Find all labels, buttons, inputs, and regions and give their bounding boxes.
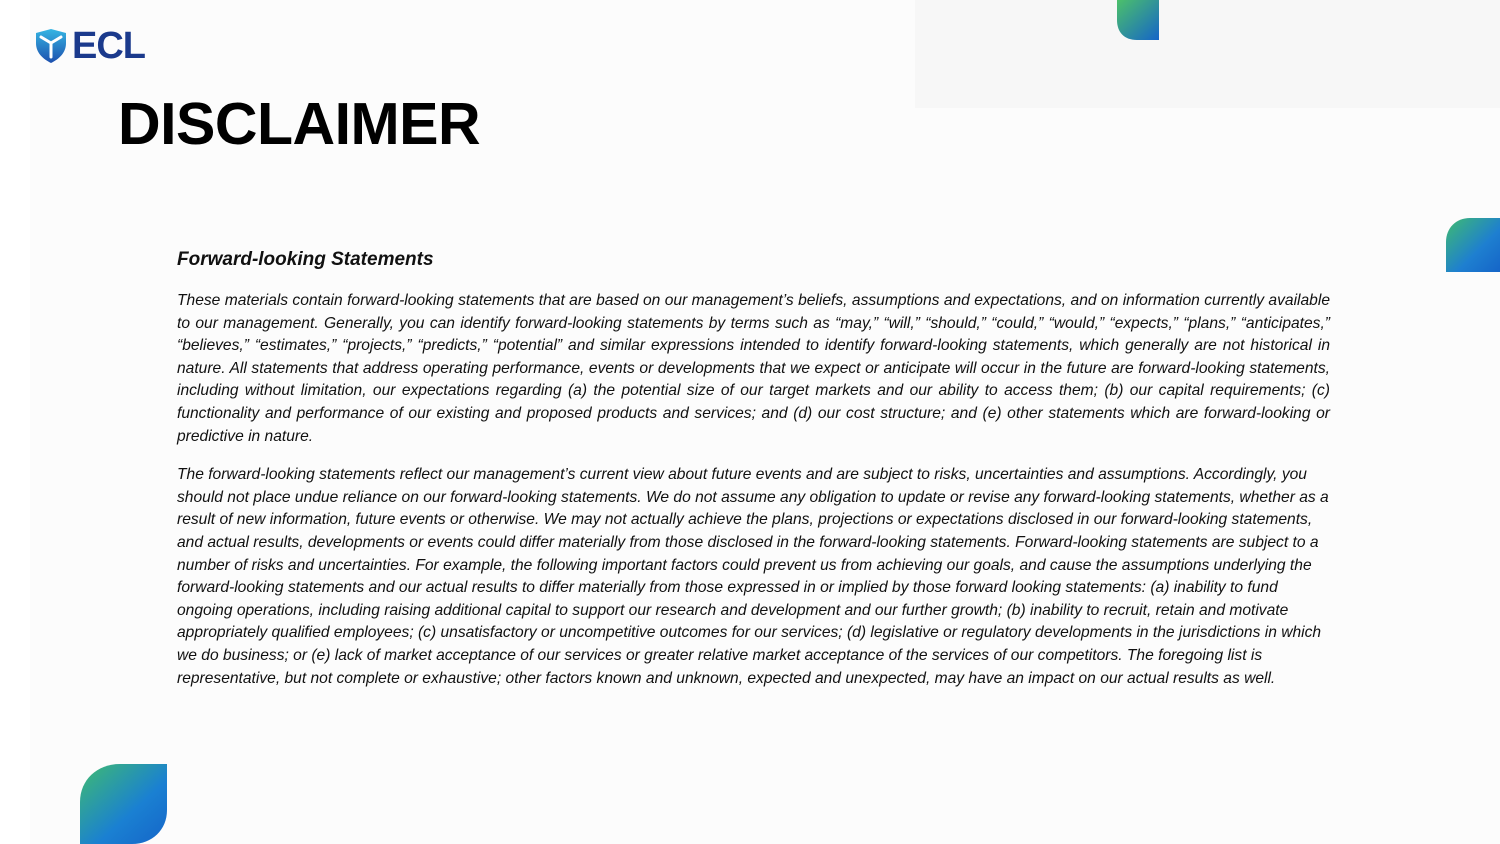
left-margin-band bbox=[0, 0, 30, 844]
section-heading: Forward-looking Statements bbox=[177, 249, 434, 270]
disclaimer-body bbox=[177, 247, 1330, 706]
corner-leaf-decoration-top bbox=[1117, 0, 1159, 40]
paragraph-1: These materials contain forward-looking statements that are based on our management’s beliefs, assumptions and expectations, and on information currently available to our management. Generally, you can identify forward-looking statements by terms such as “may,” “will,” “should,” “could,” “would,” “expects,” “plans,” “anticipates,” “believes,” “estimates,” “projects,” “predicts,” “potential” and similar expressions intended to identify forward-looking statements, which generally are not historical in nature. All statements that address operating performance, events or developments that we expect or anticipate will occur in the future are forward-looking statements, including without limitation, our expectations regarding (a) the potential size of our target markets and our ability to access them; (b) our capital requirements; (c) functionality and performance of our existing and proposed products and services; and (d) our cost structure; and (e) other statements which are forward-looking or predictive in nature. bbox=[177, 292, 1330, 445]
top-right-band bbox=[915, 0, 1500, 108]
corner-leaf-decoration-bottom bbox=[80, 764, 167, 844]
company-logo bbox=[33, 27, 145, 65]
corner-leaf-decoration-right bbox=[1446, 218, 1500, 272]
logo-text: ECL bbox=[72, 25, 145, 67]
page-title: DISCLAIMER bbox=[118, 91, 481, 157]
shield-icon bbox=[33, 28, 69, 64]
paragraph-2: The forward-looking statements reflect our management’s current view about future events and are subject to risks, uncertainties and assumptions. Accordingly, you should not place undue reliance on our forward-looking statements. We do not assume any obligation to update or revise any forward-looking statements, whether as a result of new information, future events or otherwise. We may not actually achieve the plans, projections or expectations disclosed in our forward-looking statements, and actual results, developments or events could differ materially from those disclosed in the forward-looking statements. Forward-looking statements are subject to a number of risks and uncertainties. For example, the following important factors could prevent us from achieving our goals, and cause the assumptions underlying the forward-looking statements and our actual results to differ materially from those expressed in or implied by those forward looking statements: (a) inability to fund ongoing operations, including raising additional capital to support our research and development and our further growth; (b) inability to recruit, retain and motivate appropriately qualified employees; (c) unsatisfactory or uncompetitive outcomes for our services; (d) legislative or regulatory developments in the jurisdictions in which we do business; or (e) lack of market acceptance of our services or greater relative market acceptance of the services of our competitors. The foregoing list is representative, but not complete or exhaustive; other factors known and unknown, expected and unexpected, may have an impact on our actual results as well. bbox=[177, 466, 1329, 687]
